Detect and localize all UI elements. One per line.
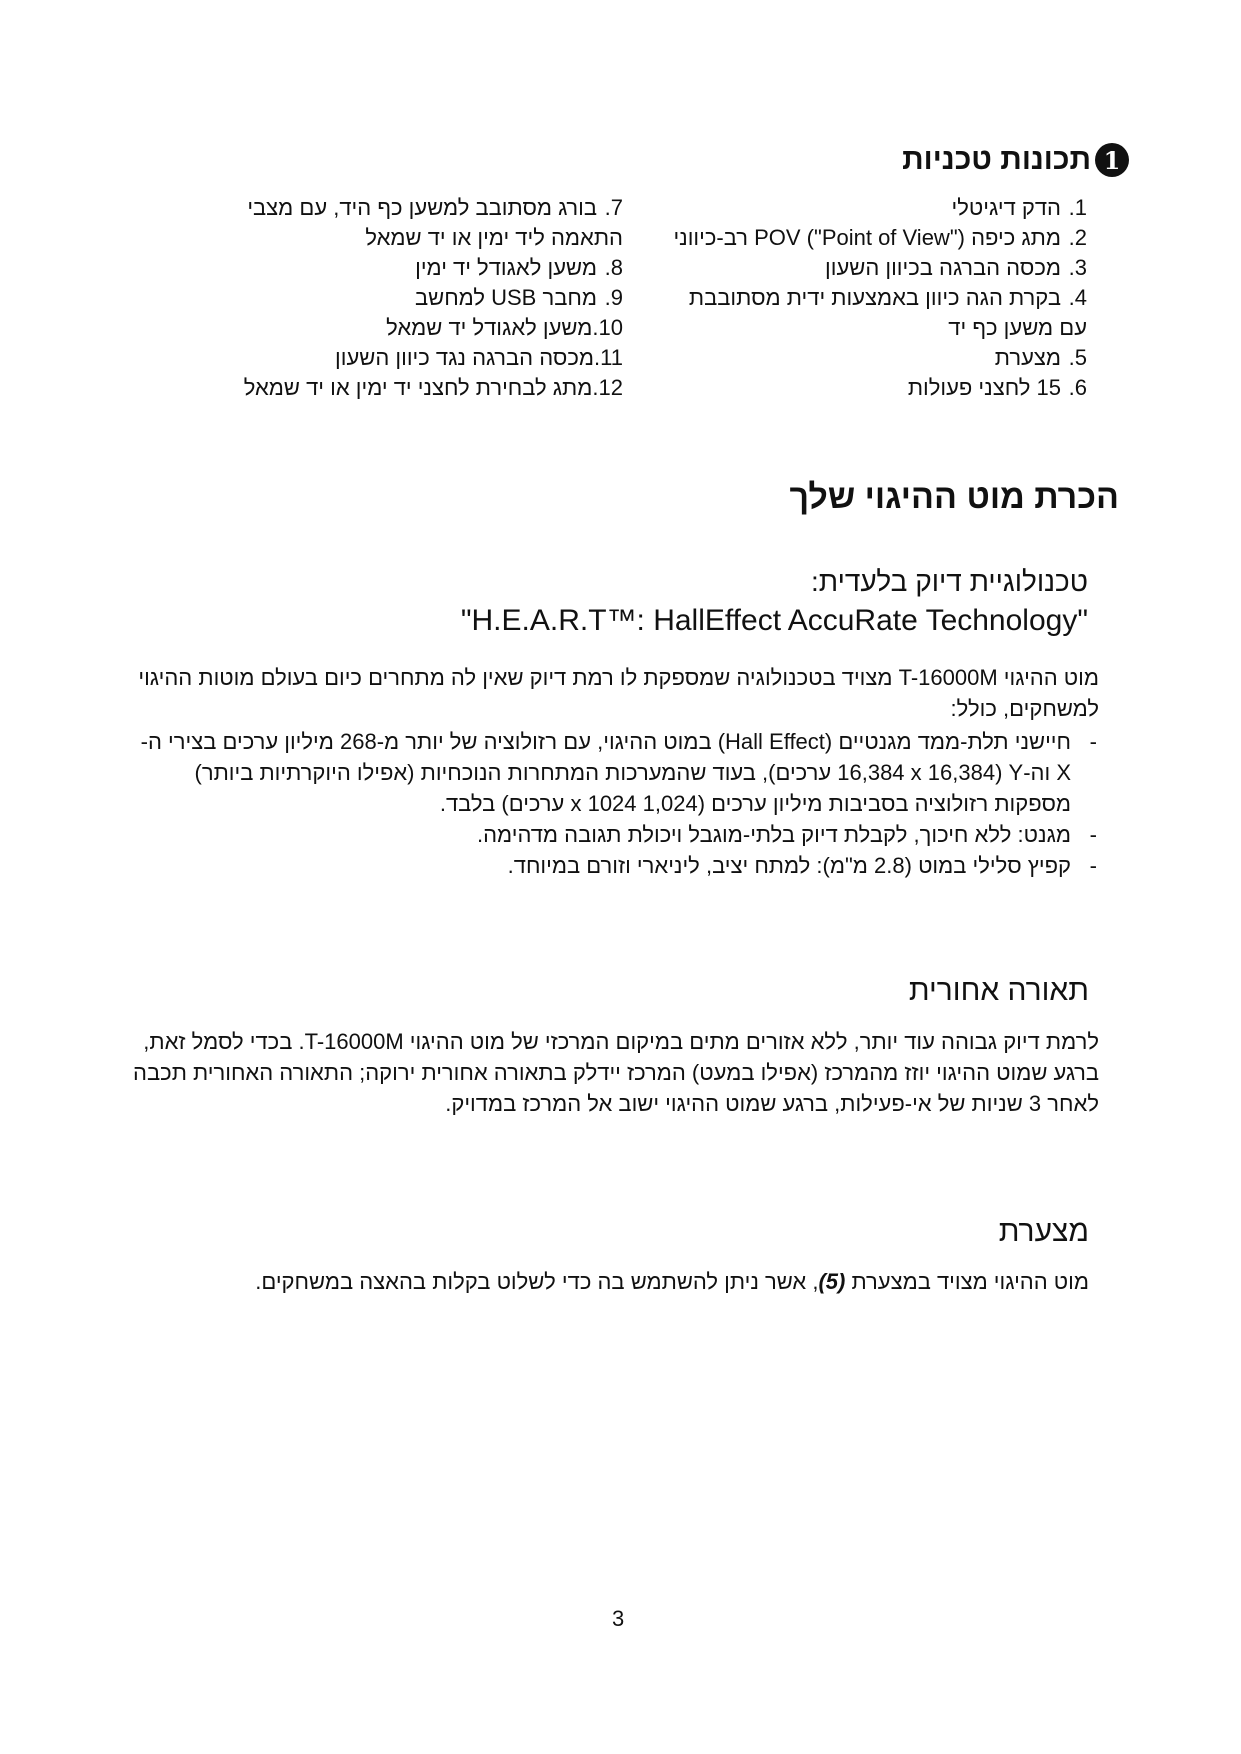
technology-bullet [139, 726, 1099, 819]
feature-item [183, 343, 623, 373]
feature-number: 9. [604, 285, 623, 310]
feature-item [667, 223, 1087, 253]
feature-item [183, 193, 623, 253]
feature-item [667, 343, 1087, 373]
feature-text: משען לאגודל יד שמאל [386, 315, 593, 340]
feature-text: בקרת הגה כיוון באמצעות ידית מסתובבת עם משען כף יד [688, 285, 1087, 340]
feature-item [667, 283, 1087, 343]
feature-number: 10. [592, 315, 623, 340]
feature-item [183, 253, 623, 283]
technology-paragraph: מוט ההיגוי T-16000M מצויד בטכנולוגיה שמספקת לו רמת דיוק שאין לה מתחרים כיום בעולם מוטות ההיגוי למשחקים, כולל: [138, 665, 1099, 721]
technology-bullet-text: מגנט: ללא חיכוך, לקבלת דיוק בלתי-מוגבל ויכולת תגובה מדהימה. [477, 822, 1071, 847]
backlight-heading: תאורה אחורית [908, 974, 1089, 1007]
feature-number: 11. [594, 345, 623, 370]
backlight-paragraph: לרמת דיוק גבוהה עוד יותר, ללא אזורים מתים במיקום המרכזי של מוט ההיגוי T-16000M. בכדי לסמל זאת, ברגע שמוט ההיגוי יוזז מהמרכז (אפילו במעט) המרכז יידלק בתאורה אחורית ירוקה; התאורה האחורית תכבה לאחר 3 שניות של אי-פעילות, ברגע שמוט ההיגוי ישוב אל המרכז במדויק. [133, 1029, 1099, 1116]
technology-bullet-text: קפיץ סלילי במוט (2.8 מ"מ): למתח יציב, ליניארי וזורם במיוחד. [507, 853, 1071, 878]
throttle-text-before: מוט ההיגוי מצויד במצערת [845, 1269, 1089, 1294]
features-list-right [667, 193, 1087, 403]
features-heading-text: תכונות טכניות [902, 143, 1091, 176]
throttle-reference: (5) [818, 1269, 846, 1294]
feature-number: 12. [592, 375, 623, 400]
intro-heading: הכרת מוט ההיגוי שלך [789, 478, 1119, 516]
feature-text: משען לאגודל יד ימין [415, 255, 597, 280]
technology-subtitle: "H.E.A.R.T™: HallEffect AccuRate Technology" [460, 604, 1088, 637]
feature-text: 15 לחצני פעולות [907, 375, 1061, 400]
feature-number: 8. [604, 255, 623, 280]
section-number-badge: 1 [1095, 143, 1129, 177]
feature-number: 5. [1068, 345, 1087, 370]
technology-bullet-text: חיישני תלת-ממד מגנטיים (Hall Effect) במוט ההיגוי, עם רזולוציה של יותר מ-268 מיליון ערכים בצירי ה-X וה-Y (16,384 x 16,384 ערכים), בעוד שהמערכות המתחרות הנוכחיות (אפילו היוקרתיות ביותר) מספקות רזולוציה בסביבות מיליון ערכים (1,024 x 1024 ערכים) בלבד. [140, 729, 1071, 816]
feature-text: מחבר USB למחשב [414, 285, 597, 310]
bullet-dash: - [1089, 822, 1097, 847]
feature-number: 4. [1068, 285, 1087, 310]
page-number: 3 [612, 1606, 625, 1631]
feature-number: 3. [1068, 255, 1087, 280]
feature-text: מצערת [994, 345, 1061, 370]
feature-text: מכסה הברגה בכיוון השעון [825, 255, 1061, 280]
feature-number: 2. [1068, 225, 1087, 250]
technology-bullet [139, 850, 1099, 881]
features-heading [902, 143, 1129, 177]
bullet-dash: - [1089, 729, 1097, 754]
feature-text: מתג כיפה POV ("Point of View") רב-כיווני [673, 225, 1061, 250]
throttle-paragraph [109, 1266, 1089, 1297]
feature-item [667, 193, 1087, 223]
feature-item [667, 373, 1087, 403]
bullet-dash: - [1089, 853, 1097, 878]
throttle-heading: מצערת [998, 1215, 1089, 1248]
technology-bullets [139, 726, 1099, 881]
feature-text: הדק דיגיטלי [951, 195, 1061, 220]
feature-item [183, 283, 623, 313]
feature-number: 1. [1068, 195, 1087, 220]
feature-number: 6. [1068, 375, 1087, 400]
feature-text: מתג לבחירת לחצני יד ימין או יד שמאל [243, 375, 593, 400]
feature-item [183, 313, 623, 343]
features-list-left [183, 193, 623, 403]
feature-number: 7. [604, 195, 623, 220]
feature-text: בורג מסתובב למשען כף היד, עם מצבי התאמה ליד ימין או יד שמאל [247, 195, 623, 250]
feature-item [667, 253, 1087, 283]
technology-heading: טכנולוגיית דיוק בלעדית: [811, 566, 1088, 597]
throttle-text-after: , אשר ניתן להשתמש בה כדי לשלוט בקלות בהאצה במשחקים. [255, 1269, 819, 1294]
feature-text: מכסה הברגה נגד כיוון השעון [335, 345, 595, 370]
feature-item [183, 373, 623, 403]
technology-bullet [139, 819, 1099, 850]
